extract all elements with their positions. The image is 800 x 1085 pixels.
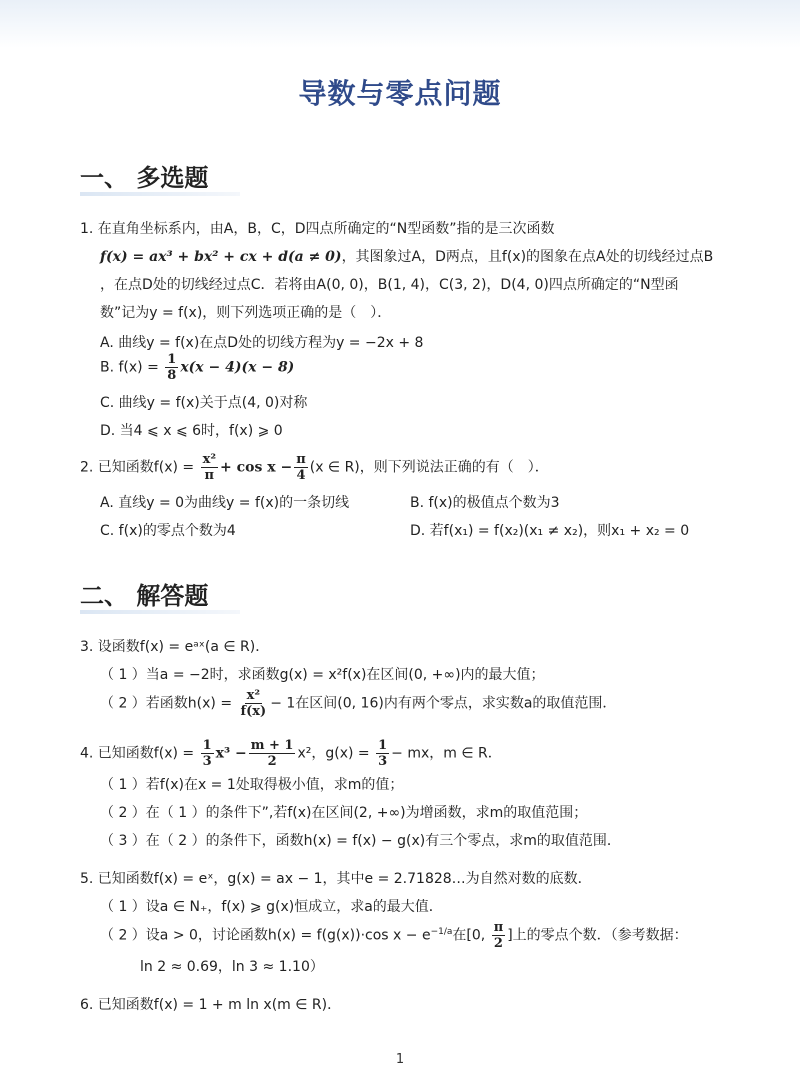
part-2-suffix: − 1在区间(0, 16)内有两个零点，求实数a的取值范围．: [270, 695, 617, 712]
header-band: [0, 0, 800, 48]
question-5-part-1: （ 1 ）设a ∈ N₊，f(x) ⩾ g(x)恒成立，求a的最大值．: [100, 899, 443, 915]
question-4-mid-2: x²，g(x) =: [297, 745, 375, 762]
fraction-one-third: [201, 738, 214, 769]
question-1-line-3: ，在点D处的切线经过点C．若将由A(0, 0)，B(1, 4)，C(3, 2)，D(4, 0)四点所确定的“N型函: [100, 277, 679, 293]
question-4-stem: [80, 738, 502, 769]
question-4-mid-1: x³ −: [215, 745, 247, 762]
page-number: 1: [395, 1052, 405, 1067]
fraction-denominator: 2: [267, 754, 277, 769]
fraction-numerator: π: [296, 452, 306, 467]
question-2-stem: [80, 452, 549, 483]
question-2-option-d: D. 若f(x₁) = f(x₂)(x₁ ≠ x₂)，则x₁ + x₂ = 0: [410, 523, 690, 539]
question-6-stem: 6. 已知函数f(x) = 1 + m ln x(m ∈ R)．: [80, 997, 342, 1013]
question-2-option-a: A. 直线y = 0为曲线y = f(x)的一条切线: [100, 495, 350, 511]
question-1-line-2-text: ，其图象过A，D两点，且f(x)的图象在点A处的切线经过点B: [341, 249, 714, 265]
fraction-pi-over-4: [294, 452, 308, 483]
question-1-option-a: A. 曲线y = f(x)在点D处的切线方程为y = −2x + 8: [100, 335, 424, 351]
page-title: 导数与零点问题: [298, 77, 502, 110]
cubic-function-formula: f(x) = ax³ + bx² + cx + d(a ≠ 0): [100, 249, 342, 265]
part-2-suffix: ]上的零点个数．（参考数据：: [507, 927, 688, 944]
section-underline: [80, 192, 240, 196]
fraction-x2-over-fx: [239, 688, 269, 719]
question-1-option-c: C. 曲线y = f(x)关于点(4, 0)对称: [100, 395, 308, 411]
section-title: 二、 解答题: [80, 582, 209, 610]
part-2-prefix: （ 2 ）设a > 0，讨论函数h(x) = f(g(x))·cos x − e: [100, 927, 431, 944]
fraction-denominator: π: [204, 468, 215, 483]
fraction-numerator: π: [493, 920, 504, 935]
question-1-line-4: 数”记为y = f(x)，则下列选项正确的是（ ）．: [100, 305, 392, 321]
question-4-part-3: （ 3 ）在（ 2 ）的条件下，函数h(x) = f(x) − g(x)有三个零点，求m的取值范围．: [100, 833, 621, 849]
section-heading-multiple-choice: [80, 158, 208, 193]
question-2-prefix: 2. 已知函数f(x) =: [80, 459, 199, 476]
question-1-line-2: [100, 246, 713, 266]
fraction-denominator: 4: [296, 468, 306, 483]
section-heading-answer-questions: [80, 576, 208, 611]
fraction-numerator: m + 1: [250, 738, 294, 753]
fraction-m-plus-1-over-2: [249, 738, 296, 769]
fraction-x2-over-pi: [201, 452, 218, 483]
option-b-prefix: B. f(x) =: [100, 359, 164, 376]
question-1-option-b: [100, 352, 294, 383]
question-5-reference-data: ln 2 ≈ 0.69，ln 3 ≈ 1.10）: [140, 959, 324, 975]
fraction-denominator: f(x): [240, 704, 267, 719]
exponent: −1/a: [430, 926, 453, 937]
question-2-mid: + cos x −: [220, 459, 293, 476]
question-3-part-1: （ 1 ）当a = −2时，求函数g(x) = x²f(x)在区间(0, +∞)内的最大值；: [100, 667, 545, 683]
question-4-part-1: （ 1 ）若f(x)在x = 1处取得极小值，求m的值；: [100, 777, 404, 793]
fraction-one-third-g: [376, 738, 389, 769]
fraction-one-eighth: [165, 352, 178, 383]
section-title: 一、 多选题: [80, 164, 209, 192]
question-5-stem: 5. 已知函数f(x) = eˣ，g(x) = ax − 1，其中e = 2.71828…为自然对数的底数．: [80, 871, 592, 887]
fraction-denominator: 3: [202, 754, 212, 769]
part-2-mid: 在[0,: [452, 927, 490, 944]
part-2-prefix: （ 2 ）若函数h(x) =: [100, 695, 237, 712]
question-3-part-2: [100, 688, 616, 719]
fraction-pi-over-2: [492, 920, 506, 951]
fraction-numerator: 1: [378, 738, 388, 753]
question-1-option-d: D. 当4 ⩽ x ⩽ 6时，f(x) ⩾ 0: [100, 423, 283, 439]
fraction-numerator: x²: [202, 452, 217, 467]
option-b-suffix: x(x − 4)(x − 8): [180, 359, 295, 376]
question-1-line-1: 1. 在直角坐标系内，由A，B，C，D四点所确定的“N型函数”指的是三次函数: [80, 221, 555, 237]
fraction-denominator: 3: [378, 754, 388, 769]
fraction-numerator: 1: [202, 738, 212, 753]
question-3-stem: 3. 设函数f(x) = eᵃˣ(a ∈ R)．: [80, 639, 270, 655]
fraction-denominator: 2: [493, 936, 503, 951]
section-underline: [80, 610, 240, 614]
question-2-suffix: (x ∈ R)，则下列说法正确的有（ ）．: [309, 459, 549, 476]
question-2-option-c: C. f(x)的零点个数为4: [100, 523, 236, 539]
fraction-denominator: 8: [167, 368, 177, 383]
question-5-part-2: [100, 920, 688, 951]
question-4-prefix: 4. 已知函数f(x) =: [80, 745, 199, 762]
fraction-numerator: 1: [167, 352, 177, 367]
question-4-part-2: （ 2 ）在（ 1 ）的条件下”,若f(x)在区间(2, +∞)为增函数，求m的取值范围；: [100, 805, 588, 821]
question-2-option-b: B. f(x)的极值点个数为3: [410, 495, 560, 511]
fraction-numerator: x²: [246, 688, 261, 703]
question-4-suffix: − mx，m ∈ R．: [391, 745, 502, 762]
